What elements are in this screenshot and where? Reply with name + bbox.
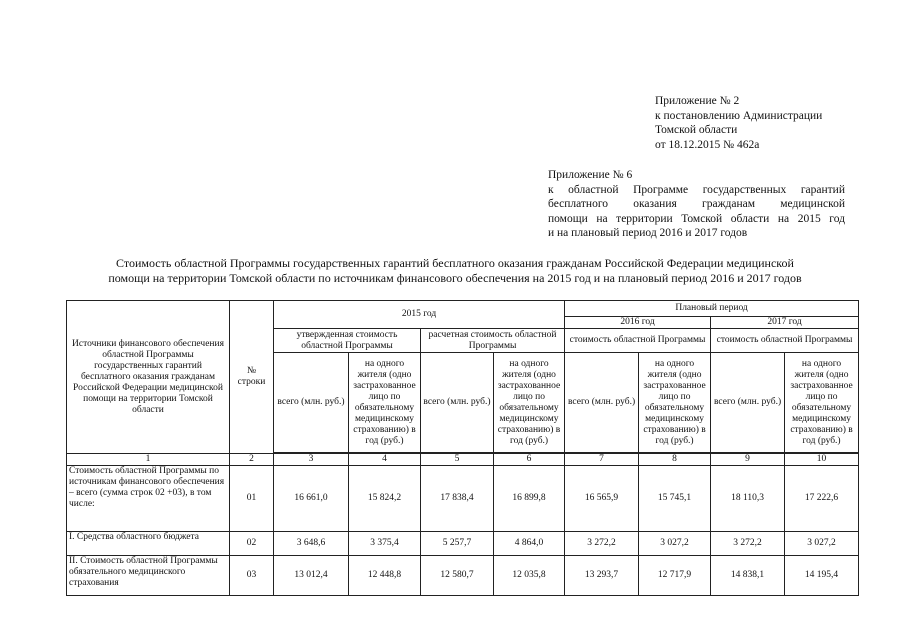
cell-value: 12 717,9: [639, 556, 711, 596]
header-planned-period: Плановый период: [565, 301, 859, 317]
cell-value: 4 864,0: [494, 532, 565, 556]
cell-value: 15 824,2: [349, 466, 421, 532]
cell-value: 16 565,9: [565, 466, 639, 532]
column-number: 7: [565, 454, 639, 466]
header-total: всего (млн. руб.): [565, 353, 639, 453]
header-row-number: № строки: [230, 301, 274, 454]
header-total: всего (млн. руб.): [274, 353, 349, 453]
annex-program-block: [548, 168, 845, 241]
annex-program-line: помощи на территории Томской области на 2015 год: [548, 212, 845, 225]
column-number: 5: [421, 454, 494, 466]
row-source: II. Стоимость областной Программы обязательного медицинского страхования: [67, 556, 230, 596]
annex-program-line: к областной Программе государственных гарантий: [548, 183, 845, 196]
cell-value: 15 745,1: [639, 466, 711, 532]
cell-value: 17 222,6: [785, 466, 859, 532]
column-number: 4: [349, 454, 421, 466]
cell-value: 12 448,8: [349, 556, 421, 596]
annex-program-line: бесплатного оказания гражданам медицинской: [548, 198, 845, 210]
cell-value: 16 899,8: [494, 466, 565, 532]
annex-program-line: и на плановый период 2016 и 2017 годов: [548, 227, 748, 239]
document-title-line: Стоимость областной Программы государственных гарантий бесплатного оказания гражданам Российской Федерации медицинской: [116, 256, 794, 270]
header-total: всего (млн. руб.): [421, 353, 494, 453]
annex-admin-line: Томской области: [655, 124, 738, 136]
row-number: 02: [230, 532, 274, 556]
cell-value: 13 293,7: [565, 556, 639, 596]
cell-value: 3 375,4: [349, 532, 421, 556]
column-number: 6: [494, 454, 565, 466]
row-source: I. Средства областного бюджета: [67, 532, 230, 556]
cost-table: [66, 300, 859, 596]
cell-value: 3 027,2: [639, 532, 711, 556]
header-per-resident: на одного жителя (одно застрахованное лицо по обязательному медицинскому страхованию) в год (руб.): [639, 353, 711, 453]
column-number: 9: [711, 454, 785, 466]
annex-admin-block: [655, 94, 845, 152]
column-number: 2: [230, 454, 274, 466]
document-title-line: помощи на территории Томской области по источникам финансового обеспечения на 2015 год и на плановый период 2016 и 2017 годов: [108, 271, 802, 285]
cell-value: 3 272,2: [565, 532, 639, 556]
header-year-2016: 2016 год: [565, 317, 711, 329]
cell-value: 14 195,4: [785, 556, 859, 596]
table-row: [67, 466, 859, 532]
column-number: 10: [785, 454, 859, 466]
header-calculated-cost: расчетная стоимость областной Программы: [421, 329, 565, 353]
row-source: Стоимость областной Программы по источникам финансового обеспечения – всего (сумма строк 02 +03), в том числе:: [67, 466, 230, 532]
annex-admin-line: Приложение № 2: [655, 95, 740, 107]
annex-program-line: Приложение № 6: [548, 169, 633, 181]
column-number: 8: [639, 454, 711, 466]
header-per-resident: на одного жителя (одно застрахованное лицо по обязательному медицинскому страхованию) в год (руб.): [349, 353, 421, 453]
row-number: 03: [230, 556, 274, 596]
column-number: 3: [274, 454, 349, 466]
document-title: [60, 256, 850, 286]
cell-value: 5 257,7: [421, 532, 494, 556]
cell-value: 3 648,6: [274, 532, 349, 556]
annex-admin-line: к постановлению Администрации: [655, 109, 823, 122]
column-number-row: [67, 454, 859, 466]
header-per-resident: на одного жителя (одно застрахованное лицо по обязательному медицинскому страхованию) в год (руб.): [785, 353, 859, 453]
header-sources: Источники финансового обеспечения областной Программы государственных гарантий бесплатного оказания гражданам Российской Федерации медицинской помощи на территории Томской области: [67, 301, 230, 454]
row-number: 01: [230, 466, 274, 532]
table-row: [67, 556, 859, 596]
header-program-cost-2016: стоимость областной Программы: [565, 329, 711, 353]
cell-value: 18 110,3: [711, 466, 785, 532]
cell-value: 16 661,0: [274, 466, 349, 532]
cell-value: 14 838,1: [711, 556, 785, 596]
column-number: 1: [67, 454, 230, 466]
header-year-2015: 2015 год: [274, 301, 565, 329]
cell-value: 12 035,8: [494, 556, 565, 596]
cell-value: 12 580,7: [421, 556, 494, 596]
cell-value: 17 838,4: [421, 466, 494, 532]
cell-value: 3 272,2: [711, 532, 785, 556]
header-program-cost-2017: стоимость областной Программы: [711, 329, 859, 353]
cell-value: 13 012,4: [274, 556, 349, 596]
header-year-2017: 2017 год: [711, 317, 859, 329]
header-approved-cost: утвержденная стоимость областной Программы: [274, 329, 421, 353]
header-total: всего (млн. руб.): [711, 353, 785, 453]
table-row: [67, 532, 859, 556]
annex-admin-line: от 18.12.2015 № 462а: [655, 138, 760, 151]
cell-value: 3 027,2: [785, 532, 859, 556]
header-per-resident: на одного жителя (одно застрахованное лицо по обязательному медицинскому страхованию) в год (руб.): [494, 353, 565, 453]
